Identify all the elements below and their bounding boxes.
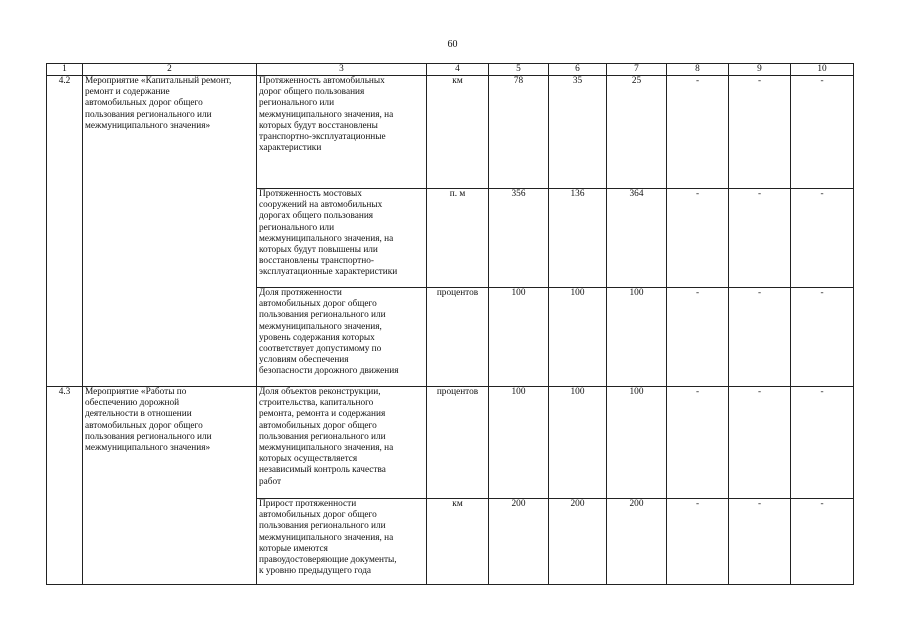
item-number: 4.2	[47, 76, 83, 387]
value-cell: -	[667, 189, 729, 288]
value-cell: 100	[489, 288, 549, 387]
value-cell: 25	[607, 76, 667, 189]
indicator-name-text: Протяженность мостовых сооружений на автомобильных дорогах общего пользования регионального или межмуниципального значения, на которых будут повышены или восстановлены транспортно- эксплуатационные характеристики	[259, 189, 398, 278]
value-cell: -	[667, 76, 729, 189]
value-cell: -	[729, 76, 791, 189]
value-cell: -	[791, 499, 854, 585]
value-cell: 136	[549, 189, 607, 288]
measure-name-text: Мероприятие «Работы по обеспечению дорожной деятельности в отношении автомобильных дорог общего пользования регионального или межмуниципального значения»	[85, 387, 212, 454]
value-cell: -	[729, 499, 791, 585]
indicator-name	[257, 499, 427, 585]
header-cell: 4	[427, 64, 489, 76]
header-cell: 3	[257, 64, 427, 76]
value-cell: 356	[489, 189, 549, 288]
indicator-name	[257, 189, 427, 288]
value-cell: 100	[607, 288, 667, 387]
unit-cell: процентов	[427, 387, 489, 499]
measure-name	[83, 76, 257, 387]
item-number: 4.3	[47, 387, 83, 585]
value-cell: 100	[549, 387, 607, 499]
page-number: 60	[447, 39, 458, 50]
header-row	[47, 64, 854, 76]
header-cell: 10	[791, 64, 854, 76]
unit-cell: п. м	[427, 189, 489, 288]
indicator-name-text: Доля протяженности автомобильных дорог общего пользования регионального или межмуниципального значения, уровень содержания которых соответствует допустимому по условиям обеспечения безопасности дорожного движения	[259, 288, 399, 377]
table-row	[47, 76, 854, 189]
header-cell: 6	[549, 64, 607, 76]
header-cell: 8	[667, 64, 729, 76]
value-cell: -	[667, 387, 729, 499]
unit-cell: км	[427, 76, 489, 189]
indicator-name	[257, 387, 427, 499]
value-cell: 78	[489, 76, 549, 189]
measure-name-text: Мероприятие «Капитальный ремонт, ремонт и содержание автомобильных дорог общего пользования регионального или межмуниципального значения»	[85, 76, 232, 131]
indicator-name-text: Протяженность автомобильных дорог общего пользования регионального или межмуниципального значения, на которых будут восстановлены транспортно-эксплуатационные характеристики	[259, 76, 394, 154]
value-cell: 200	[489, 499, 549, 585]
value-cell: 200	[607, 499, 667, 585]
header-cell: 7	[607, 64, 667, 76]
header-cell: 9	[729, 64, 791, 76]
value-cell: 100	[489, 387, 549, 499]
value-cell: 200	[549, 499, 607, 585]
value-cell: -	[729, 387, 791, 499]
indicator-name-text: Прирост протяженности автомобильных дорог общего пользования регионального или межмуниципального значения, на которые имеются правоудостоверяющие документы, к уровню предыдущего года	[259, 499, 397, 577]
header-cell: 1	[47, 64, 83, 76]
value-cell: -	[729, 189, 791, 288]
value-cell: -	[791, 189, 854, 288]
value-cell: 100	[607, 387, 667, 499]
indicator-name-text: Доля объектов реконструкции, строительства, капитального ремонта, ремонта и содержания автомобильных дорог общего пользования регионального или межмуниципального значения, на которых осуществляется независимый контроль качества работ	[259, 387, 394, 487]
value-cell: -	[729, 288, 791, 387]
unit-cell: процентов	[427, 288, 489, 387]
value-cell: 35	[549, 76, 607, 189]
indicator-name	[257, 288, 427, 387]
value-cell: 100	[549, 288, 607, 387]
value-cell: -	[791, 76, 854, 189]
value-cell: -	[667, 499, 729, 585]
header-cell: 2	[83, 64, 257, 76]
value-cell: -	[791, 387, 854, 499]
value-cell: -	[667, 288, 729, 387]
indicators-table	[46, 63, 854, 585]
measure-name	[83, 387, 257, 585]
header-cell: 5	[489, 64, 549, 76]
value-cell: -	[791, 288, 854, 387]
unit-cell: км	[427, 499, 489, 585]
value-cell: 364	[607, 189, 667, 288]
indicator-name	[257, 76, 427, 189]
table-row	[47, 387, 854, 499]
